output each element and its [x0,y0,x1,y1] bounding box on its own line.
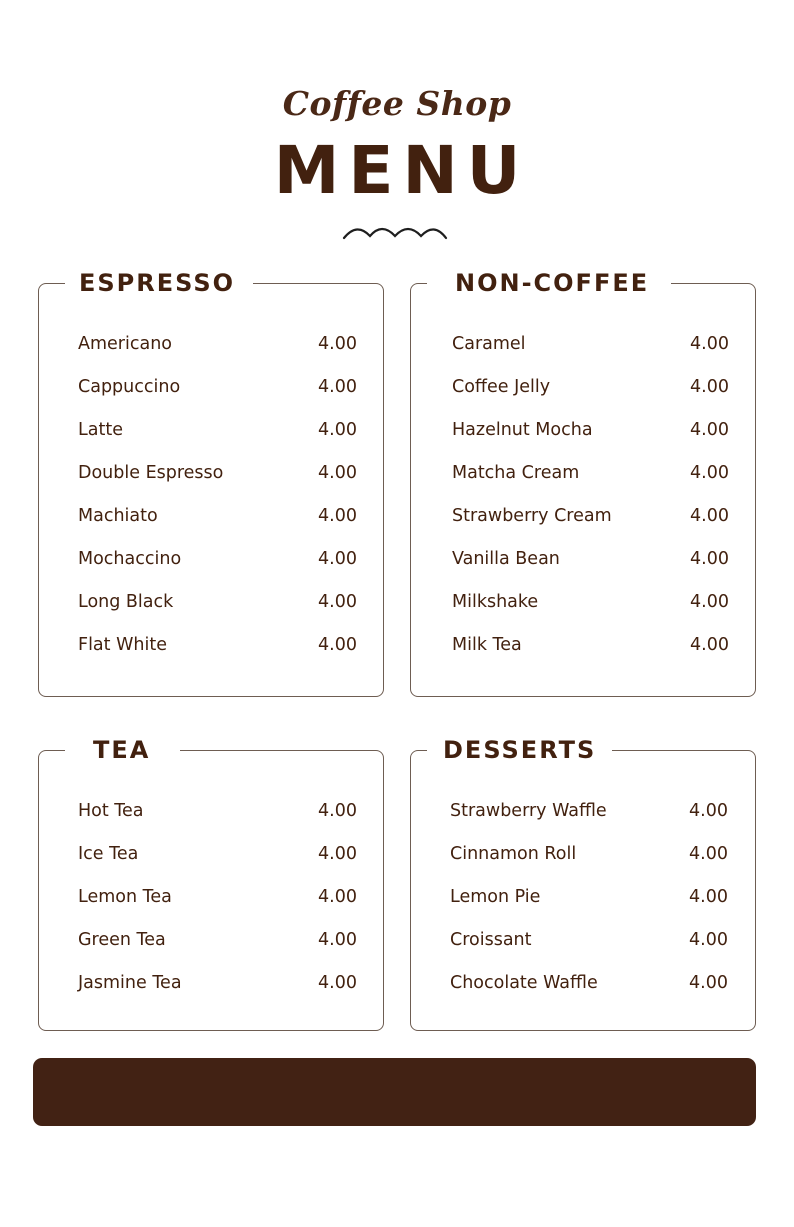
item-price: 4.00 [318,801,357,821]
list-item [450,876,728,919]
item-price: 4.00 [318,549,357,569]
item-price: 4.00 [690,592,729,612]
section-title: NON-COFFEE [427,265,671,301]
item-price: 4.00 [690,506,729,526]
item-list [450,790,728,1005]
item-name: Milkshake [452,592,539,612]
list-item [452,366,729,409]
list-item [450,919,728,962]
section-tea [38,736,384,1031]
section-title: DESSERTS [427,732,612,768]
list-item [452,624,729,667]
list-item [78,323,357,366]
item-price: 4.00 [689,844,728,864]
footer-bar [33,1058,756,1126]
item-name: Lemon Pie [450,887,541,907]
list-item [78,876,357,919]
item-name: Strawberry Cream [452,506,612,526]
list-item [78,790,357,833]
item-price: 4.00 [689,973,728,993]
item-price: 4.00 [689,930,728,950]
wave-divider-icon [342,224,448,244]
item-name: Americano [78,334,172,354]
section-desserts [410,736,756,1031]
item-price: 4.00 [318,635,357,655]
list-item [78,538,357,581]
item-name: Vanilla Bean [452,549,560,569]
item-name: Matcha Cream [452,463,580,483]
list-item [78,452,357,495]
item-price: 4.00 [318,592,357,612]
list-item [78,581,357,624]
section-espresso [38,269,384,697]
item-price: 4.00 [318,420,357,440]
item-name: Cinnamon Roll [450,844,577,864]
item-price: 4.00 [318,506,357,526]
item-price: 4.00 [690,549,729,569]
list-item [78,962,357,1005]
item-price: 4.00 [318,844,357,864]
item-price: 4.00 [318,463,357,483]
list-item [452,538,729,581]
item-name: Long Black [78,592,174,612]
item-name: Green Tea [78,930,166,950]
list-item [452,495,729,538]
item-list [78,790,357,1005]
list-item [78,833,357,876]
item-price: 4.00 [318,334,357,354]
item-price: 4.00 [690,635,729,655]
item-list [452,323,729,667]
item-name: Mochaccino [78,549,182,569]
item-name: Cappuccino [78,377,181,397]
item-list [78,323,357,667]
item-price: 4.00 [689,801,728,821]
item-price: 4.00 [689,887,728,907]
item-name: Ice Tea [78,844,139,864]
list-item [452,452,729,495]
shop-name: Coffee Shop [282,84,512,123]
item-name: Double Espresso [78,463,224,483]
item-name: Chocolate Waffle [450,973,598,993]
list-item [78,495,357,538]
list-item [450,833,728,876]
item-name: Strawberry Waffle [450,801,607,821]
item-name: Coffee Jelly [452,377,551,397]
item-name: Croissant [450,930,532,950]
list-item [452,409,729,452]
item-price: 4.00 [318,973,357,993]
page-title: MENU [273,132,530,209]
item-name: Flat White [78,635,167,655]
list-item [452,323,729,366]
item-price: 4.00 [690,463,729,483]
item-name: Milk Tea [452,635,522,655]
list-item [452,581,729,624]
item-price: 4.00 [690,334,729,354]
item-name: Hazelnut Mocha [452,420,593,440]
list-item [450,790,728,833]
item-name: Jasmine Tea [78,973,182,993]
item-price: 4.00 [318,930,357,950]
section-title: TEA [65,732,180,768]
item-name: Hot Tea [78,801,144,821]
item-price: 4.00 [318,887,357,907]
list-item [78,624,357,667]
list-item [78,919,357,962]
item-name: Lemon Tea [78,887,172,907]
list-item [78,409,357,452]
section-non-coffee [410,269,756,697]
list-item [78,366,357,409]
section-title: ESPRESSO [65,265,253,301]
item-price: 4.00 [318,377,357,397]
item-price: 4.00 [690,420,729,440]
list-item [450,962,728,1005]
item-name: Machiato [78,506,158,526]
item-price: 4.00 [690,377,729,397]
item-name: Latte [78,420,123,440]
item-name: Caramel [452,334,526,354]
